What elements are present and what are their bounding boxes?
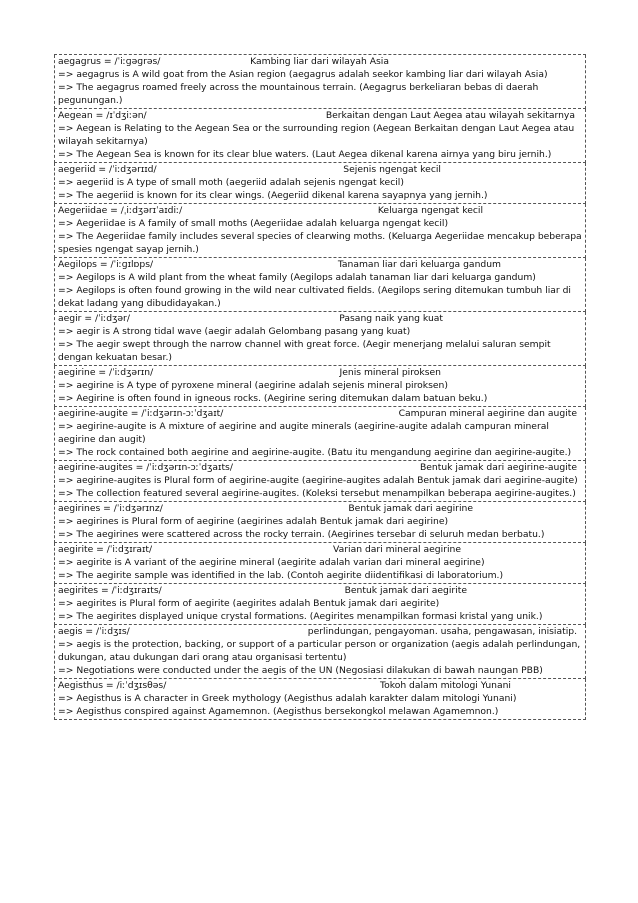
entry-header bbox=[58, 502, 583, 515]
entry-header bbox=[58, 407, 583, 420]
dictionary-entry bbox=[54, 163, 586, 204]
entry-headword: aegirine-augites = /ˈiːdʒərɪn-ɔːˈdʒaɪts/ bbox=[58, 462, 233, 473]
entry-translation: Varian dari mineral aegirine bbox=[333, 544, 461, 555]
entry-header bbox=[58, 679, 583, 692]
entry-example: => The aegir swept through the narrow channel with great force. (Aegir menerjang melalui saluran sempit dengan kekuatan besar.) bbox=[58, 339, 551, 363]
entry-definition: => aegirite is A variant of the aegirine mineral (aegirite adalah varian dari mineral aegirine) bbox=[58, 557, 485, 568]
entry-definition: => aegirine-augite is A mixture of aegirine and augite minerals (aegirine-augite adalah campuran mineral aegirine dan augit) bbox=[58, 421, 549, 445]
entry-translation: Keluarga ngengat kecil bbox=[377, 205, 483, 216]
entry-definition: => aegis is the protection, backing, or support of a particular person or organization (aegis adalah perlindungan, dukungan, atau dukungan dari orang atau organisasi tertentu) bbox=[58, 639, 581, 663]
entry-example: => The Aegeriidae family includes several species of clearwing moths. (Keluarga Aegeriidae mencakup beberapa spesies ngengat sayap jernih.) bbox=[58, 231, 582, 255]
entry-definition: => aegir is A strong tidal wave (aegir adalah Gelombang pasang yang kuat) bbox=[58, 326, 411, 337]
entry-definition: => aegirites is Plural form of aegirite (aegirites adalah Bentuk jamak dari aegirite) bbox=[58, 598, 440, 609]
entry-header bbox=[58, 163, 583, 176]
entry-definition: => aegeriid is A type of small moth (aegeriid adalah sejenis ngengat kecil) bbox=[58, 177, 404, 188]
entry-translation: Berkaitan dengan Laut Aegea atau wilayah sekitarnya bbox=[325, 110, 575, 121]
dictionary-entry bbox=[54, 204, 586, 258]
entry-header bbox=[58, 109, 583, 122]
entry-example: => Aegisthus conspired against Agamemnon. (Aegisthus bersekongkol melawan Agamemnon.) bbox=[58, 706, 499, 717]
dictionary-sheet bbox=[54, 54, 586, 720]
dictionary-entry bbox=[54, 366, 586, 407]
entry-header bbox=[58, 55, 583, 68]
entry-header bbox=[58, 625, 583, 638]
entry-example: => The aegirites displayed unique crystal formations. (Aegirites menampilkan formasi kristal yang unik.) bbox=[58, 611, 543, 622]
entry-example: => The aegirines were scattered across the rocky terrain. (Aegirines tersebar di seluruh medan berbatu.) bbox=[58, 529, 545, 540]
dictionary-entry bbox=[54, 109, 586, 163]
entry-headword: aegagrus = /ˈiːɡəɡrəs/ bbox=[58, 56, 161, 67]
dictionary-entry bbox=[54, 679, 586, 720]
dictionary-entry bbox=[54, 543, 586, 584]
dictionary-entry bbox=[54, 502, 586, 543]
entry-definition: => Aegisthus is A character in Greek mythology (Aegisthus adalah karakter dalam mitologi Yunani) bbox=[58, 693, 517, 704]
entry-headword: Aegean = /ɪˈdʒiːən/ bbox=[58, 110, 147, 121]
entry-translation: Bentuk jamak dari aegirite bbox=[344, 585, 467, 596]
entry-headword: aegirine-augite = /ˈiːdʒərɪn-ɔːˈdʒaɪt/ bbox=[58, 408, 224, 419]
dictionary-entry bbox=[54, 312, 586, 366]
entry-definition: => aegagrus is A wild goat from the Asian region (aegagrus adalah seekor kambing liar dari wilayah Asia) bbox=[58, 69, 548, 80]
entry-headword: Aegeriidae = /ˌiːdʒərɪˈaɪdiː/ bbox=[58, 205, 183, 216]
dictionary-entry bbox=[54, 584, 586, 625]
entry-example: => The aegagrus roamed freely across the mountainous terrain. (Aegagrus berkeliaran bebas di daerah pegunungan.) bbox=[58, 82, 539, 106]
entry-example: => Negotiations were conducted under the aegis of the UN (Negosiasi dilakukan di bawah naungan PBB) bbox=[58, 665, 543, 676]
entry-translation: Jenis mineral piroksen bbox=[339, 367, 441, 378]
entry-definition: => aegirines is Plural form of aegirine (aegirines adalah Bentuk jamak dari aegirine) bbox=[58, 516, 449, 527]
entry-example: => The rock contained both aegirine and aegirine-augite. (Batu itu mengandung aegirine dan aegirine-augite.) bbox=[58, 447, 572, 458]
entry-translation: Bentuk jamak dari aegirine-augite bbox=[419, 462, 577, 473]
entry-translation: Pasang naik yang kuat bbox=[339, 313, 443, 324]
entry-header bbox=[58, 584, 583, 597]
dictionary-entry bbox=[54, 461, 586, 502]
entry-translation: Bentuk jamak dari aegirine bbox=[348, 503, 473, 514]
entry-headword: Aegilops = /ˈiːɡɪlɒps/ bbox=[58, 259, 154, 270]
entry-example: => The aegeriid is known for its clear wings. (Aegeriid dikenal karena sayapnya yang jernih.) bbox=[58, 190, 488, 201]
entry-example: => Aegirine is often found in igneous rocks. (Aegirine sering ditemukan dalam batuan beku.) bbox=[58, 393, 488, 404]
dictionary-entry bbox=[54, 55, 586, 109]
entry-definition: => Aegean is Relating to the Aegean Sea or the surrounding region (Aegean Berkaitan dengan Laut Aegea atau wilayah sekitarnya) bbox=[58, 123, 575, 147]
entry-header bbox=[58, 204, 583, 217]
entry-example: => The collection featured several aegirine-augites. (Koleksi tersebut menampilkan beberapa aegirine-augites.) bbox=[58, 488, 576, 499]
entry-example: => The aegirite sample was identified in the lab. (Contoh aegirite diidentifikasi di laboratorium.) bbox=[58, 570, 504, 581]
entry-headword: Aegisthus = /iːˈdʒɪsθəs/ bbox=[58, 680, 167, 691]
entry-headword: aegirites = /ˈiːdʒɪraɪts/ bbox=[58, 585, 162, 596]
entry-translation: Kambing liar dari wilayah Asia bbox=[250, 56, 389, 67]
entry-translation: Tanaman liar dari keluarga gandum bbox=[337, 259, 501, 270]
entry-headword: aegeriid = /ˈiːdʒərɪɪd/ bbox=[58, 164, 157, 175]
entry-header bbox=[58, 258, 583, 271]
entry-headword: aegis = /ˈiːdʒɪs/ bbox=[58, 626, 130, 637]
dictionary-entry bbox=[54, 258, 586, 312]
entry-headword: aegirines = /ˈiːdʒərɪnz/ bbox=[58, 503, 163, 514]
entry-translation: Campuran mineral aegirine dan augite bbox=[398, 408, 577, 419]
entry-example: => The Aegean Sea is known for its clear blue waters. (Laut Aegea dikenal karena airnya yang biru jernih.) bbox=[58, 149, 552, 160]
entry-example: => Aegilops is often found growing in the wild near cultivated fields. (Aegilops sering ditemukan tumbuh liar di dekat ladang yang dibudidayakan.) bbox=[58, 285, 571, 309]
entry-header bbox=[58, 312, 583, 325]
entry-header bbox=[58, 543, 583, 556]
entry-definition: => Aegilops is A wild plant from the wheat family (Aegilops adalah tanaman liar dari keluarga gandum) bbox=[58, 272, 536, 283]
entry-translation: perlindungan, pengayoman. usaha, pengawasan, inisiatip. bbox=[307, 626, 577, 637]
entry-header bbox=[58, 461, 583, 474]
entry-header bbox=[58, 366, 583, 379]
entry-definition: => Aegeriidae is A family of small moths (Aegeriidae adalah keluarga ngengat kecil) bbox=[58, 218, 449, 229]
entry-translation: Tokoh dalam mitologi Yunani bbox=[380, 680, 511, 691]
entry-definition: => aegirine is A type of pyroxene mineral (aegirine adalah sejenis mineral piroksen) bbox=[58, 380, 448, 391]
dictionary-entry bbox=[54, 407, 586, 461]
entry-translation: Sejenis ngengat kecil bbox=[343, 164, 441, 175]
entry-headword: aegir = /ˈiːdʒər/ bbox=[58, 313, 130, 324]
entry-headword: aegirite = /ˈiːdʒɪraɪt/ bbox=[58, 544, 153, 555]
entry-headword: aegirine = /ˈiːdʒərɪn/ bbox=[58, 367, 154, 378]
dictionary-entry bbox=[54, 625, 586, 679]
entry-definition: => aegirine-augites is Plural form of aegirine-augite (aegirine-augites adalah Bentuk jamak dari aegirine-augite) bbox=[58, 475, 578, 486]
